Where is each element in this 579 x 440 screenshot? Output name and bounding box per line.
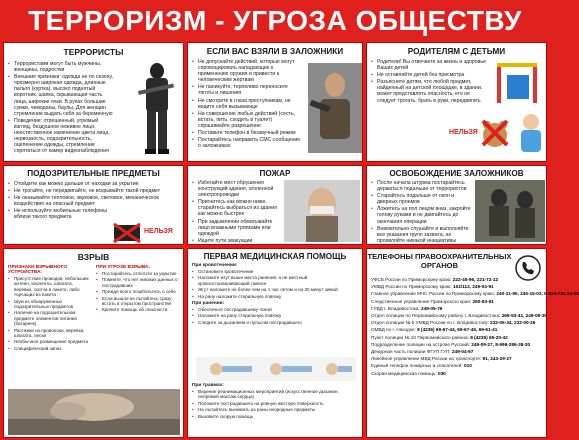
phone-label: Главное управление МЧС России по Приморскому краю:	[371, 291, 496, 297]
list-item: • Наложите на рану стерильную повязку	[192, 313, 358, 318]
forbidden-label: НЕЛЬЗЯ	[449, 129, 478, 136]
list-item: • Ложитесь на пол лицом вниз, закройте голову руками и не двигайтесь до окончания операции	[371, 206, 471, 224]
list-item: • Шум из обнаруженных подозрительных предметов	[8, 299, 92, 310]
list-item: • Наличие на подозрительном предмете элементов питания (батареек)	[8, 310, 92, 326]
list-item: • Постарайтесь отползти за укрытие	[96, 271, 180, 276]
list-item: • Ищите пути эвакуации	[192, 238, 280, 244]
list-item: • Необычное размещение предмета	[8, 339, 92, 344]
list-item: • Пригнитесь как можно ниже, старайтесь выбраться из здания как можно быстрее	[192, 199, 280, 217]
phone-line	[371, 283, 542, 290]
mobile-phone-icon	[112, 222, 142, 244]
list-item: • Остановите кровотечение	[192, 269, 358, 274]
phone-label: ГУВД г. Владивостока:	[371, 305, 420, 311]
fire-panel	[187, 165, 363, 245]
list-item: • Не пытайтесь вынимать из раны инородные предметы	[192, 407, 360, 412]
list-item: • Террористами могут быть мужчины, женщины, подростки	[8, 61, 116, 73]
list-item: • Помните, что нет никаких данных о пострадавших	[96, 277, 180, 288]
first-aid-diagram-icon	[196, 357, 356, 381]
list-item: • Наложите жгут выше места ранения, а не местный кровоостанавливающий тампон	[192, 275, 358, 286]
list-item: • Отойдите как можно дальше от находки за укрытие	[8, 181, 178, 187]
phone-line	[371, 298, 542, 305]
phone-number: 249-04-97	[452, 349, 474, 355]
release-panel	[366, 165, 547, 245]
explosion-heading: ВЗРЫВ	[77, 252, 110, 262]
phone-number: 232-05-34, 232-00-26	[490, 320, 536, 326]
phone-number: 265-53-41, 249-09-35	[501, 313, 548, 319]
phone-label: Дежурная часть полиции ФГУП ГУП:	[371, 349, 451, 355]
phone-line	[371, 348, 542, 355]
phone-label: Пункт полиции № 10 Первомайского района:	[371, 334, 469, 340]
phone-label: Отдел полиции по Первомайскому району г. Владивостока:	[371, 313, 501, 319]
list-item: • Не трогайте, не передвигайте, не вскрывайте такой предмет	[8, 188, 178, 194]
parents-panel	[366, 42, 547, 162]
first-aid-subheading: При травмах:	[192, 383, 224, 388]
list-item: • Разъясните детям, что любой предмет, найденный на детской площадке, в здании, может представлять опасность, его не следует трогать, брать в руки, передвигать	[371, 79, 489, 103]
hostages-heading: ЕСЛИ ВАС ВЗЯЛИ В ЗАЛОЖНИКИ	[206, 47, 344, 56]
phone-label: Следственное управление Приморского края:	[371, 298, 472, 304]
phone-number: 260-83-61	[472, 298, 494, 304]
list-item: • Не допускайте действий, которые могут спровоцировать нападающих к применению оружия и привести к человеческим жертвам	[192, 59, 304, 83]
phone-number: 249-09-27, 8-999-286-38-30	[471, 341, 531, 347]
phone-line	[371, 370, 542, 377]
phone-label: УФСБ России по Приморскому краю:	[371, 277, 452, 282]
terrorists-heading: ТЕРРОРИСТЫ	[63, 47, 124, 57]
suspicious-list	[8, 181, 178, 221]
phone-line	[371, 305, 542, 312]
list-item: • Положите пострадавшего на ровную жесткую поверхность	[192, 401, 360, 406]
list-item: • Кричите помощь об опасности	[96, 307, 180, 312]
phone-line	[371, 319, 542, 326]
suspicious-heading: ПОДОЗРИТЕЛЬНЫЕ ПРЕДМЕТЫ	[27, 169, 160, 178]
phone-list	[371, 276, 579, 377]
phone-number: 010	[464, 363, 472, 369]
explosion-signs-heading: ПРИЗНАКИ ВЗРЫВНОГО УСТРОЙСТВА:	[8, 265, 68, 275]
toy-bear-icon	[479, 117, 511, 149]
release-heading: ОСВОБОЖДЕНИЕ ЗАЛОЖНИКОВ	[389, 169, 524, 178]
phone-line	[371, 355, 542, 362]
phone-label: Единый телефон пожарных и спасателей:	[371, 363, 463, 369]
phone-label: Отдел полиции № 5 УМВД России по г. Владивостоку:	[371, 320, 489, 326]
special-forces-photo-icon	[475, 180, 545, 242]
list-item: • Растяжки из проволоки, веревки, шпагата, лески	[8, 328, 92, 339]
wound-list	[192, 307, 358, 325]
child-icon	[517, 113, 545, 153]
list-item: • Следите за дыханием и пульсом пострадавшего	[192, 320, 358, 325]
phones-panel	[366, 248, 579, 438]
list-item: • Жгут наложите не более чем на 1 час летом и на 30 минут зимой	[192, 287, 358, 292]
phone-line	[371, 326, 542, 333]
first-aid-subheading: При ранении:	[192, 301, 225, 307]
phone-number: 8 (4236) 65-20-42	[470, 334, 508, 340]
list-item: • На рану наложите стерильную повязку	[192, 294, 358, 299]
terrorists-panel	[3, 42, 184, 162]
list-item: • После начала штурма постарайтесь держаться подальше от террористов	[371, 180, 471, 192]
list-item: • При задымлении обматывайте лицо влажными тряпками или одеждой	[192, 219, 280, 237]
list-item: • Не оставляйте детей без присмотра	[371, 72, 489, 78]
fire-list	[192, 180, 280, 244]
phone-number: 91, 243-29-27	[482, 356, 512, 362]
phone-number: 222-45-96, 221-72-12	[452, 277, 499, 282]
list-item: • Специфический запах	[8, 346, 92, 351]
first-aid-panel	[187, 248, 363, 438]
explosion-photo-icon	[8, 389, 180, 435]
phone-label: УМВД России по Приморскому краю:	[371, 284, 452, 290]
phone-number: 240-11-90, 245-15-03, 8-924-731-24-04	[496, 291, 579, 297]
list-item: • Если вышли не пытайтесь сразу встать в открытом пространстве	[96, 296, 180, 307]
phone-label: Скорая медицинская помощь:	[371, 370, 437, 376]
phones-heading: ТЕЛЕФОНЫ ПРАВООХРАНИТЕЛЬНЫХ ОРГАНОВ	[367, 252, 512, 270]
list-item: • Ведение реанимационных мероприятий (искусственное дыхание, непрямой массаж сердца)	[192, 389, 360, 400]
list-item: • Не оказывайте тепловое, звуковое, световое, механическое воздействие на опасный предмет	[8, 195, 178, 207]
list-item: • Прежде всего позаботьтесь о себе	[96, 289, 180, 294]
list-item: • Поставьте телефон в беззвучный режим	[192, 130, 304, 136]
playground-icon	[493, 57, 545, 107]
list-item: • Родители! Вы отвечаете за жизнь и здоровье Ваших детей	[371, 59, 489, 71]
phone-number: 8 (4236) 69-67-44, 69-67-45, 69-61-41	[417, 327, 498, 333]
phone-label: ОМВД по г. Находке:	[371, 327, 416, 333]
phone-number: 249-05-76	[421, 305, 443, 311]
armed-terrorist-icon	[132, 59, 182, 159]
list-item: • Вызовите скорую помощь	[192, 414, 360, 419]
list-item: • Не паникуйте, терпеливо переносите тяготы и лишения	[192, 84, 304, 96]
parents-list	[371, 59, 489, 104]
explosion-after-list	[96, 271, 180, 313]
forbidden-label: НЕЛЬЗЯ	[144, 228, 173, 235]
bleeding-list	[192, 269, 358, 299]
list-item: • Присутствие проводов, небольших антенн, изоленты, шпагата, веревки, скотча в пакете, либо торчащих из пакета	[8, 276, 92, 298]
list-item: • Не используйте мобильные телефоны вблизи такого предмета	[8, 208, 108, 220]
hostages-list	[192, 59, 304, 149]
phone-label: Подразделение полиции на острове Русский:	[371, 341, 470, 347]
phone-number: 102/112, 249-04-91	[453, 284, 494, 290]
list-item: • Поведение: отрешенный, угрюмый взгляд, бездушное неживое лицо, неестественное изменение цвета лица, нервозность, подозрительность, оцепенение одежды, стремление спрятаться от камер видеонаблюдения	[8, 118, 116, 155]
explosion-signs-list	[8, 276, 92, 351]
explosion-after-heading: ПРИ УГРОЗЕ ВЗРЫВА:	[96, 265, 151, 270]
list-item: • Не смотрите в глаза преступникам, не ведите себя вызывающе	[192, 98, 304, 110]
release-list	[371, 180, 471, 244]
fire-heading: ПОЖАР	[259, 169, 291, 178]
list-item: • Внимательно слушайте и выполняйте все указания групп захвата, не проявляйте никакой инициативы	[371, 226, 471, 244]
suspicious-panel	[3, 165, 184, 245]
phone-line	[371, 362, 542, 369]
parents-heading: РОДИТЕЛЯМ С ДЕТЬМИ	[407, 47, 506, 56]
trauma-list	[192, 389, 360, 419]
phone-number: 030	[437, 370, 446, 376]
smoke-escape-photo-icon	[284, 180, 360, 242]
poster-title: ТЕРРОРИЗМ - УГРОЗА ОБЩЕСТВУ	[28, 5, 522, 36]
list-item: • На совершение любых действий (сесть, встать, пить, сходить в туалет) спрашивайте разрешение	[192, 111, 304, 129]
list-item: • Избегайте мест обрушения конструкций здания, оголенной электропроводки	[192, 180, 280, 198]
first-aid-subheading: При кровотечении:	[192, 263, 238, 268]
explosion-panel	[3, 248, 184, 438]
phone-line	[371, 341, 542, 348]
telephone-icon	[515, 255, 541, 281]
list-item: • Постарайтесь направить СМС-сообщение о заложниках	[192, 137, 304, 149]
phone-label: Линейное управление МВД России на транспорте:	[371, 356, 482, 362]
hostage-photo-icon	[308, 63, 362, 153]
phone-line	[371, 334, 542, 341]
list-item: • Старайтесь подальше от окон и дверных проемов	[371, 193, 471, 205]
phone-line	[371, 290, 579, 297]
hostages-panel	[187, 42, 363, 162]
terrorists-list	[8, 61, 116, 154]
first-aid-heading: ПЕРВАЯ МЕДИЦИНСКАЯ ПОМОЩЬ	[203, 252, 347, 261]
list-item: • Обеспечьте пострадавшему покой	[192, 307, 358, 312]
list-item: • Внешние признаки: одежда не по сезону, чрезмерно широкая одежда, длинные пальто (куртка), высоко поднятый воротник, шапка, скрывающая часть лица, широкие очки. В руках большие сумки, чемоданы, баулы. Для женщин стремление выдать себя за беременную	[8, 74, 116, 117]
phone-line	[371, 312, 548, 319]
